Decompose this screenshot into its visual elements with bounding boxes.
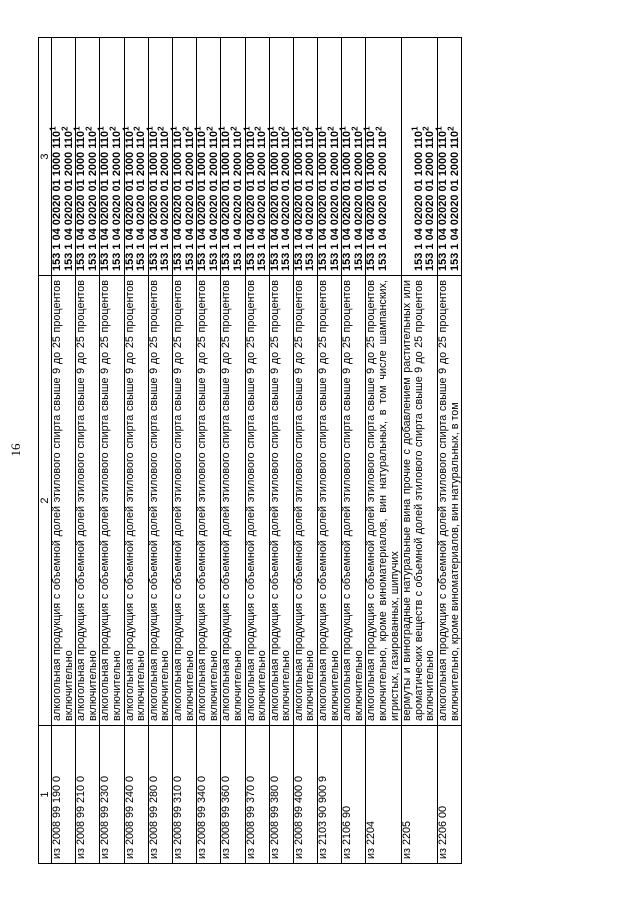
- budget-codes: [120, 38, 148, 276]
- budget-code: 153 1 04 02020 01 2000 110: [183, 130, 196, 271]
- product-description: алкогольная продукция с объемной долей этилового спирта свыше 9 до 25 процентов включительно: [342, 276, 366, 726]
- budget-code-line: [326, 42, 342, 271]
- footnote-mark: 2: [301, 126, 311, 131]
- page-number: 16: [8, 443, 23, 457]
- footnote-mark: 2: [156, 126, 166, 131]
- budget-code: 153 1 04 02020 01 1000 110: [341, 130, 354, 271]
- product-description: алкогольная продукция с объемной долей этилового спирта свыше 9 до 25 процентов включительно: [100, 276, 124, 726]
- budget-code-line: [229, 42, 245, 271]
- budget-code: 153 1 04 02020 01 1000 110: [437, 130, 449, 271]
- tn-ved-code: из 2008 99 400 0: [293, 726, 317, 864]
- table-header-row: [39, 38, 52, 864]
- footnote-mark: 2: [446, 126, 455, 131]
- budget-code-line: [253, 42, 269, 271]
- footnote-mark: 2: [421, 126, 431, 131]
- product-description: вермуты и виноградные натуральные вина прочие с добавлением растительных или ароматических веществ с объемной долей этилового спирта свыше 9 до 25 процентов включительно: [402, 276, 438, 726]
- footnote-mark: 2: [60, 126, 69, 131]
- budget-code: 153 1 04 02020 01 1000 110: [268, 130, 281, 271]
- budget-codes: [72, 38, 100, 276]
- tn-ved-code: из 2008 99 210 0: [76, 726, 100, 864]
- table-row: [366, 38, 402, 864]
- footnote-mark: 2: [132, 126, 142, 131]
- budget-code-line: [421, 42, 437, 271]
- table-row: [293, 38, 317, 864]
- tn-ved-code: из 2008 99 230 0: [100, 726, 124, 864]
- footnote-mark: 2: [277, 126, 287, 131]
- budget-code-line: [205, 42, 221, 271]
- footnote-mark: 2: [326, 126, 336, 131]
- budget-code-line: [84, 42, 100, 271]
- budget-code: 153 1 04 02020 01 2000 110: [448, 130, 461, 271]
- footnote-mark: 2: [253, 126, 263, 131]
- table-row: [52, 38, 76, 864]
- budget-code-line: [132, 42, 148, 271]
- footnote-mark: 2: [350, 126, 360, 131]
- budget-codes: [338, 38, 366, 276]
- budget-code-line: [301, 42, 317, 271]
- budget-code: 153 1 04 02020 01 1000 110: [412, 130, 425, 271]
- footnote-mark: 2: [374, 126, 384, 131]
- table-row: [269, 38, 293, 864]
- table-row: [172, 38, 196, 864]
- footnote-mark: 1: [169, 126, 179, 131]
- product-description: алкогольная продукция с объемной долей этилового спирта свыше 9 до 25 процентов включительно, кроме виноматериалов, вин натуральных, в том числе шампанских, игристых, газированных, шипучих: [366, 276, 402, 726]
- budget-code-line: [108, 42, 124, 271]
- budget-code: 153 1 04 02020 01 2000 110: [207, 130, 220, 271]
- footnote-mark: 2: [229, 126, 239, 131]
- budget-code: 153 1 04 02020 01 1000 110: [220, 130, 233, 271]
- budget-code-line: [446, 42, 462, 271]
- table-row: [76, 38, 100, 864]
- budget-code: 153 1 04 02020 01 2000 110: [424, 130, 437, 271]
- tn-ved-code: из 2008 99 190 0: [52, 726, 76, 864]
- footnote-mark: 1: [338, 126, 348, 131]
- budget-code: 153 1 04 02020 01 2000 110: [62, 130, 75, 271]
- budget-code: 153 1 04 02020 01 2000 110: [377, 130, 390, 271]
- tn-ved-code: из 2106 90: [342, 726, 366, 864]
- footnote-mark: 2: [84, 126, 94, 131]
- budget-codes: [96, 38, 124, 276]
- budget-code: 153 1 04 02020 01 2000 110: [352, 130, 365, 271]
- table-row: [148, 38, 172, 864]
- footnote-mark: 1: [314, 126, 324, 131]
- footnote-mark: 1: [217, 126, 227, 131]
- budget-code: 153 1 04 02020 01 2000 110: [231, 130, 244, 271]
- product-description: алкогольная продукция с объемной долей этилового спирта свыше 9 до 25 процентов включительно: [52, 276, 76, 726]
- tn-ved-code: из 2205: [402, 726, 438, 864]
- budget-code-line: [156, 42, 172, 271]
- tn-ved-code: из 2204: [366, 726, 402, 864]
- footnote-mark: 1: [120, 126, 130, 131]
- budget-codes: [290, 38, 317, 276]
- budget-code: 153 1 04 02020 01 1000 110: [171, 130, 184, 271]
- budget-codes: [145, 38, 172, 276]
- tn-ved-code: из 2008 99 360 0: [221, 726, 245, 864]
- table-row: [318, 38, 342, 864]
- product-description: алкогольная продукция с объемной долей этилового спирта свыше 9 до 25 процентов включительно: [245, 276, 269, 726]
- footnote-mark: 1: [193, 126, 203, 131]
- footnote-mark: 1: [266, 126, 276, 131]
- footnote-mark: 2: [205, 126, 215, 131]
- table-row: [402, 38, 438, 864]
- tn-ved-code: из 2008 99 380 0: [269, 726, 293, 864]
- product-description: алкогольная продукция с объемной долей этилового спирта свыше 9 до 25 процентов включительно: [293, 276, 317, 726]
- footnote-mark: 1: [145, 126, 155, 131]
- product-description: алкогольная продукция с объемной долей этилового спирта свыше 9 до 25 процентов включительно: [172, 276, 196, 726]
- budget-code-line: [374, 42, 390, 271]
- product-description: алкогольная продукция с объемной долей этилового спирта свыше 9 до 25 процентов включительно: [148, 276, 172, 726]
- budget-code: 153 1 04 02020 01 1000 110: [99, 130, 112, 271]
- budget-codes: [402, 38, 438, 276]
- table-row: [124, 38, 148, 864]
- table-row: [438, 38, 462, 864]
- budget-code: 153 1 04 02020 01 1000 110: [292, 130, 305, 271]
- budget-code: 153 1 04 02020 01 1000 110: [365, 130, 378, 271]
- budget-codes: [266, 38, 293, 276]
- product-description: алкогольная продукция с объемной долей этилового спирта свыше 9 до 25 процентов включительно: [221, 276, 245, 726]
- budget-code-line: [277, 42, 293, 271]
- column-header: 3: [39, 38, 52, 276]
- tn-ved-code: из 2008 99 340 0: [197, 726, 221, 864]
- budget-code: 153 1 04 02020 01 1000 110: [196, 130, 209, 271]
- budget-code-line: [60, 42, 76, 271]
- budget-code-line: [350, 42, 366, 271]
- table-row: [197, 38, 221, 864]
- budget-codes: [193, 38, 221, 276]
- budget-code: 153 1 04 02020 01 2000 110: [304, 130, 317, 271]
- table-row: [342, 38, 366, 864]
- budget-codes: [434, 38, 462, 276]
- tn-ved-code: из 2008 99 280 0: [148, 726, 172, 864]
- budget-code: 153 1 04 02020 01 1000 110: [244, 130, 257, 271]
- budget-codes: [169, 38, 196, 276]
- budget-code: 153 1 04 02020 01 1000 110: [75, 130, 88, 271]
- budget-codes: [217, 38, 245, 276]
- footnote-mark: 1: [410, 126, 420, 131]
- budget-code-line: [180, 42, 197, 271]
- footnote-mark: 2: [108, 126, 118, 131]
- budget-code: 153 1 04 02020 01 1000 110: [317, 130, 330, 271]
- budget-code: 153 1 04 02020 01 2000 110: [328, 130, 341, 271]
- column-header: 2: [39, 276, 52, 726]
- tn-ved-code: из 2206 00: [438, 726, 462, 864]
- codes-table: [38, 37, 462, 864]
- footnote-mark: 2: [180, 126, 190, 131]
- budget-codes: [314, 38, 342, 276]
- product-description: алкогольная продукция с объемной долей этилового спирта свыше 9 до 25 процентов включительно: [124, 276, 148, 726]
- budget-codes: [241, 38, 269, 276]
- budget-code: 153 1 04 02020 01 2000 110: [110, 130, 123, 271]
- table-row: [221, 38, 245, 864]
- product-description: алкогольная продукция с объемной долей этилового спирта свыше 9 до 25 процентов включительно: [197, 276, 221, 726]
- budget-code: 153 1 04 02020 01 2000 110: [159, 130, 172, 271]
- footnote-mark: 1: [434, 126, 444, 131]
- tn-ved-code: из 2103 90 900 9: [318, 726, 342, 864]
- table-row: [245, 38, 269, 864]
- footnote-mark: 1: [241, 126, 251, 131]
- footnote-mark: 1: [96, 126, 106, 131]
- table-row: [100, 38, 124, 864]
- budget-code: 153 1 04 02020 01 2000 110: [280, 130, 293, 271]
- budget-code: 153 1 04 02020 01 2000 110: [256, 130, 269, 271]
- footnote-mark: 1: [48, 126, 58, 131]
- budget-codes: [48, 38, 76, 276]
- budget-code: 153 1 04 02020 01 1000 110: [51, 130, 63, 271]
- tn-ved-code: из 2008 99 370 0: [245, 726, 269, 864]
- product-description: алкогольная продукция с объемной долей этилового спирта свыше 9 до 25 процентов включительно, кроме виноматериалов, вин натуральных, в том: [438, 276, 462, 726]
- tn-ved-code: из 2008 99 240 0: [124, 726, 148, 864]
- budget-code: 153 1 04 02020 01 2000 110: [135, 130, 148, 271]
- product-description: алкогольная продукция с объемной долей этилового спирта свыше 9 до 25 процентов включительно: [269, 276, 293, 726]
- budget-code: 153 1 04 02020 01 1000 110: [147, 130, 160, 271]
- footnote-mark: 1: [362, 126, 372, 131]
- column-header: 1: [39, 726, 52, 864]
- budget-codes: [362, 38, 402, 276]
- product-description: алкогольная продукция с объемной долей этилового спирта свыше 9 до 25 процентов включительно: [76, 276, 100, 726]
- footnote-mark: 1: [290, 126, 300, 131]
- budget-code: 153 1 04 02020 01 2000 110: [86, 130, 99, 271]
- product-description: алкогольная продукция с объемной долей этилового спирта свыше 9 до 25 процентов включительно: [318, 276, 342, 726]
- tn-ved-code: из 2008 99 310 0: [172, 726, 196, 864]
- footnote-mark: 1: [72, 126, 82, 131]
- budget-code: 153 1 04 02020 01 1000 110: [123, 130, 136, 271]
